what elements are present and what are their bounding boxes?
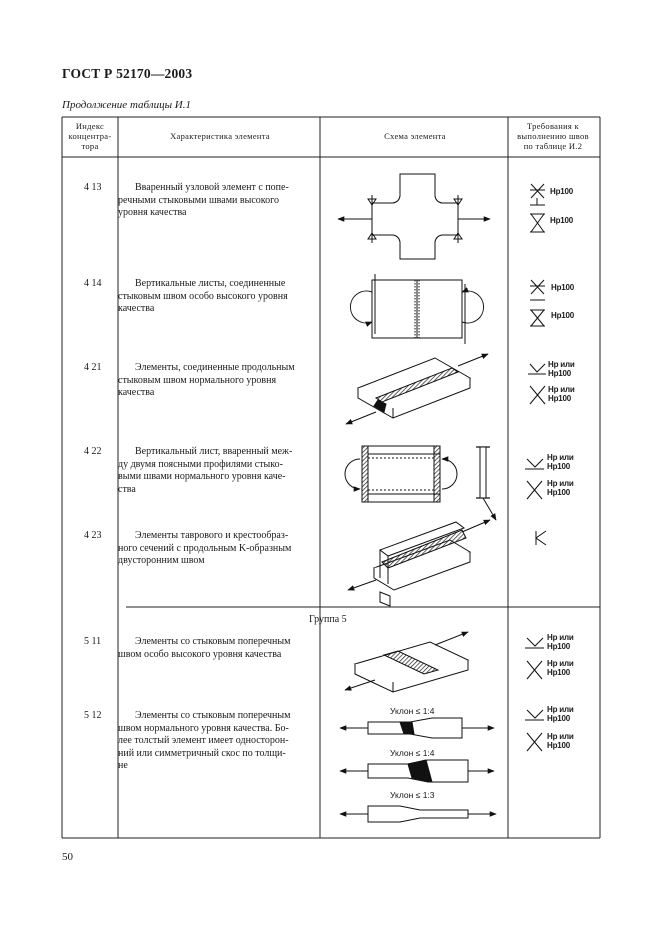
req-line: Нр или bbox=[547, 732, 574, 741]
col-header-scheme: Схема элемента bbox=[384, 131, 446, 141]
row-index: 5 11 bbox=[84, 636, 102, 647]
slope-label: Уклон ≤ 1:3 bbox=[390, 790, 435, 800]
row-description bbox=[118, 446, 313, 496]
desc-line: швом нормального уровня качества. Бо- bbox=[118, 722, 289, 734]
req-label: Нр100 bbox=[551, 283, 575, 292]
desc-line: Элементы, соединенные продольным bbox=[135, 362, 295, 373]
req-label: Нр100 bbox=[550, 187, 574, 196]
desc-line: двусторонним швом bbox=[118, 555, 205, 567]
req-line: Нр или bbox=[547, 479, 574, 488]
row-description bbox=[118, 636, 313, 661]
desc-line: Вертикальный лист, вваренный меж- bbox=[135, 446, 293, 457]
scheme-thickness-transitions bbox=[340, 718, 496, 822]
desc-line: ний или симметричный скос по толщи- bbox=[118, 747, 286, 759]
scheme-cross-node bbox=[338, 174, 490, 259]
col-header-index-line: тора bbox=[81, 141, 99, 151]
req-label-stack bbox=[547, 660, 574, 677]
col-header-index bbox=[64, 121, 116, 151]
weld-symbol-icon bbox=[530, 280, 545, 300]
req-label-stack bbox=[547, 454, 574, 471]
scheme-vertical-plates bbox=[350, 274, 483, 344]
col-header-req-line: выполнению швов bbox=[517, 131, 589, 141]
row-description bbox=[118, 182, 313, 220]
weld-symbol-icon bbox=[530, 184, 545, 205]
req-line: Нр или bbox=[547, 633, 574, 642]
col-header-requirements bbox=[508, 121, 598, 151]
desc-line: уровня качества bbox=[118, 207, 187, 219]
row-index: 4 14 bbox=[84, 278, 102, 289]
scheme-t-section bbox=[348, 520, 490, 606]
col-header-index-line: Индекс bbox=[75, 121, 105, 131]
desc-line: Вертикальные листы, соединенные bbox=[135, 278, 286, 289]
req-line: Нр100 bbox=[548, 368, 572, 378]
document-title: ГОСТ Р 52170—2003 bbox=[62, 66, 193, 81]
weld-symbol-icon bbox=[527, 481, 542, 499]
desc-line: ства bbox=[118, 483, 136, 495]
desc-line: стыковым швом особо высокого уровня bbox=[118, 290, 288, 302]
req-label-stack bbox=[547, 733, 574, 750]
table-caption: Продолжение таблицы И.1 bbox=[62, 99, 191, 111]
desc-line: швом особо высокого уровня качества bbox=[118, 648, 282, 660]
desc-line: речными стыковыми швами высокого bbox=[118, 194, 279, 206]
col-header-characteristic: Характеристика элемента bbox=[170, 131, 270, 141]
weld-symbol-icon bbox=[527, 661, 542, 679]
req-line: Нр100 bbox=[547, 740, 571, 750]
req-label-stack bbox=[547, 634, 574, 651]
row-index: 4 21 bbox=[84, 362, 102, 373]
slope-label: Уклон ≤ 1:4 bbox=[390, 706, 435, 716]
desc-line: качества bbox=[118, 303, 155, 315]
req-line: Нр или bbox=[548, 360, 575, 369]
row-index: 4 23 bbox=[84, 530, 102, 541]
weld-symbol-icon bbox=[525, 459, 544, 469]
row-description bbox=[118, 530, 313, 568]
desc-line: качества bbox=[118, 387, 155, 399]
weld-symbol-icon bbox=[536, 531, 546, 545]
weld-symbol-icon bbox=[525, 710, 544, 720]
desc-line: Элементы таврового и крестообраз- bbox=[135, 530, 289, 541]
desc-line: стыковым швом нормального уровня bbox=[118, 374, 277, 386]
weld-symbol-icon bbox=[530, 386, 545, 404]
req-line: Нр100 bbox=[547, 461, 571, 471]
row-description bbox=[118, 362, 313, 400]
col-header-req-line: Требования к bbox=[526, 121, 579, 131]
row-index: 4 22 bbox=[84, 446, 102, 457]
req-label-stack bbox=[548, 386, 575, 403]
weld-symbol-icon bbox=[530, 214, 545, 232]
req-line: Нр или bbox=[547, 453, 574, 462]
req-label: Нр100 bbox=[550, 216, 574, 225]
scheme-transverse-plate bbox=[345, 632, 468, 692]
req-line: Нр или bbox=[547, 705, 574, 714]
weld-symbols bbox=[525, 184, 546, 751]
req-line: Нр100 bbox=[547, 487, 571, 497]
desc-line: ного сечений с продольным K-образным bbox=[118, 542, 292, 554]
desc-line: лее толстый элемент имеет односторон- bbox=[118, 735, 289, 747]
req-line: Нр или bbox=[548, 385, 575, 394]
col-header-index-line: концентра- bbox=[68, 131, 112, 141]
req-line: Нр100 bbox=[547, 667, 571, 677]
page-number: 50 bbox=[62, 851, 73, 863]
desc-line: не bbox=[118, 760, 128, 772]
req-line: Нр100 bbox=[548, 393, 572, 403]
scheme-beam-profiles bbox=[345, 446, 496, 520]
row-description bbox=[118, 710, 313, 773]
req-label-stack bbox=[547, 480, 574, 497]
desc-line: Элементы со стыковым поперечным bbox=[135, 710, 291, 721]
weld-symbol-icon bbox=[525, 638, 544, 648]
row-index: 4 13 bbox=[84, 182, 102, 193]
desc-line: Элементы со стыковым поперечным bbox=[135, 636, 291, 647]
req-label: Нр100 bbox=[551, 311, 575, 320]
weld-symbol-icon bbox=[527, 733, 542, 751]
scheme-longitudinal-plate bbox=[346, 354, 488, 424]
weld-symbol-icon bbox=[528, 364, 546, 374]
row-index: 5 12 bbox=[84, 710, 102, 721]
weld-symbol-icon bbox=[530, 310, 545, 326]
desc-line: ду двумя поясными профилями стыко- bbox=[118, 458, 283, 470]
req-line: Нр100 bbox=[547, 713, 571, 723]
group-label: Группа 5 bbox=[309, 614, 347, 625]
desc-line: Вваренный узловой элемент с попе- bbox=[135, 182, 289, 193]
req-line: Нр или bbox=[547, 659, 574, 668]
slope-label: Уклон ≤ 1:4 bbox=[390, 748, 435, 758]
desc-line: выми швами нормального уровня каче- bbox=[118, 471, 286, 483]
col-header-req-line: по таблице И.2 bbox=[523, 141, 583, 151]
req-label-stack bbox=[547, 706, 574, 723]
req-label-stack bbox=[548, 361, 575, 378]
req-line: Нр100 bbox=[547, 641, 571, 651]
row-description bbox=[118, 278, 313, 316]
